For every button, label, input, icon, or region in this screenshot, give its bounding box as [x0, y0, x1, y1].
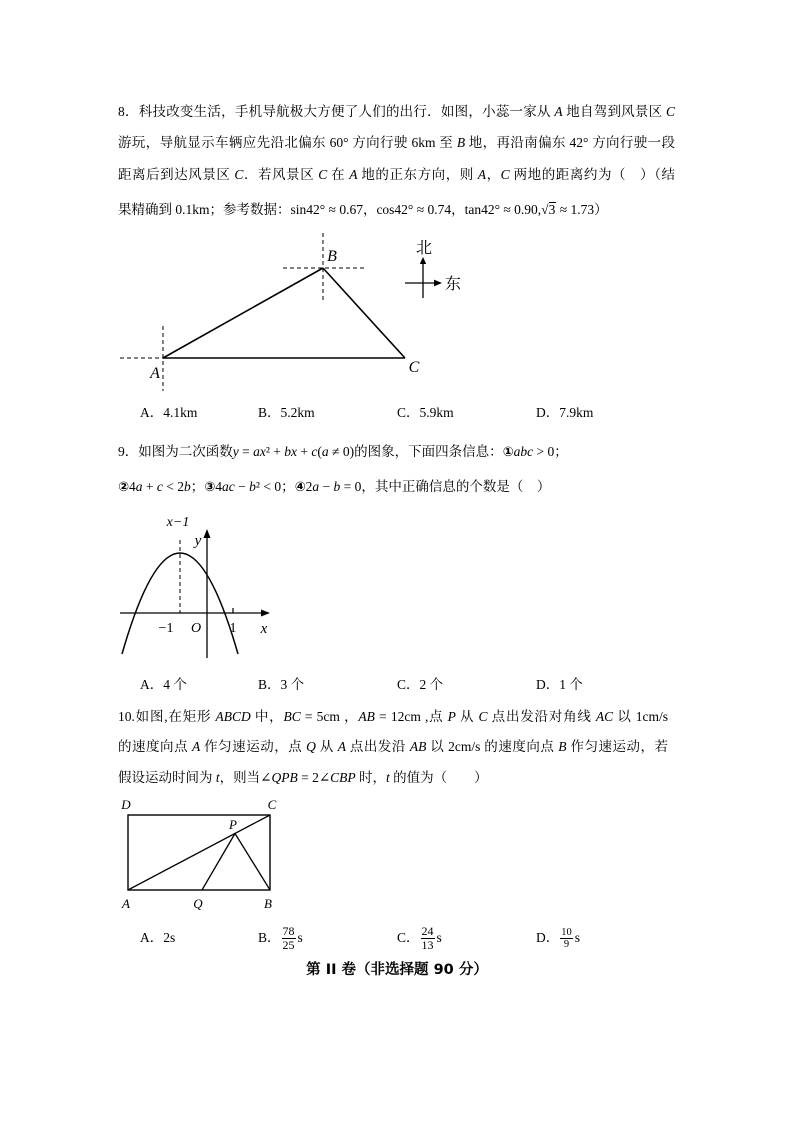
text-run: 游玩，导航显示车辆应先沿北偏东 60° 方向行驶 6km 至: [118, 135, 457, 150]
text-run: ≠ 0): [328, 444, 355, 459]
text-run: 4: [129, 479, 136, 494]
question-10-option-a: [140, 920, 175, 956]
math-variable: C: [500, 167, 510, 182]
text-run: 两地的距离约为（ ）（结: [509, 167, 676, 182]
question-8-figure: [110, 225, 480, 405]
math-variable: Q: [306, 739, 316, 754]
math-variable: a: [135, 479, 143, 494]
fraction: [560, 927, 573, 950]
option-unit: s: [436, 930, 442, 945]
question-8-line-1: [118, 102, 675, 122]
north-arrowhead-icon: [420, 257, 426, 264]
text-run: 以 2cm/s 的速度向点: [426, 739, 559, 754]
fraction-denominator: 9: [563, 938, 570, 950]
option-label: D．: [536, 677, 560, 692]
text-run: ．若风景区: [243, 167, 319, 182]
diagonal-ac: [128, 815, 270, 890]
fraction-denominator: 13: [421, 937, 434, 952]
option-label: D．: [536, 405, 560, 420]
question-8-line-3: [118, 165, 675, 185]
compass-east-label: 东: [445, 276, 462, 293]
text-run: 地自驾到风景区: [562, 104, 666, 119]
text-run: 地，再沿南偏东 42° 方向行驶一段: [465, 135, 675, 150]
math-variable: ax: [253, 444, 266, 459]
segment-pb: [235, 834, 270, 891]
text-run: +: [297, 444, 312, 459]
question-8-option-d: [536, 403, 593, 423]
math-variable: ac: [222, 479, 235, 494]
tick-label-neg-one: −1: [158, 621, 174, 636]
question-10-option-d: [536, 920, 580, 956]
option-label: B．: [258, 405, 281, 420]
text-run: 点出发沿对角线: [487, 709, 596, 724]
option-unit: s: [574, 930, 581, 945]
option-text: 1 个: [559, 677, 583, 692]
text-run: 地的正东方向，则: [357, 167, 478, 182]
question-9-figure: [110, 505, 280, 665]
question-9-line-1: [118, 442, 568, 462]
text-run: 在: [327, 167, 350, 182]
math-variable: c: [156, 479, 163, 494]
text-run: 2: [305, 479, 313, 494]
triangle-side-bc: [323, 268, 405, 358]
compass-north-label: 北: [415, 240, 433, 257]
question-10-option-c: [397, 920, 442, 956]
question-10-line-3: [118, 768, 488, 788]
point-label-q: Q: [193, 896, 203, 911]
text-run: 的值为（ ）: [389, 770, 488, 785]
question-10-figure: [115, 795, 285, 915]
text-run: 作匀速运动，点: [200, 739, 307, 754]
question-8-line-4: [118, 200, 608, 220]
fraction-numerator: 10: [561, 926, 572, 938]
fraction: [282, 925, 296, 952]
option-label: A．: [140, 405, 164, 420]
text-run: √: [541, 202, 549, 217]
math-variable: C: [478, 709, 488, 724]
origin-label: O: [190, 621, 202, 636]
tick-label-one: 1: [229, 621, 237, 636]
circled-number: ④: [294, 480, 306, 495]
text-run: −: [319, 479, 334, 494]
circled-number: ①: [502, 445, 514, 460]
point-label-a: A: [122, 896, 130, 911]
text-run: ² < 0；: [255, 479, 295, 494]
question-9-option-c: [397, 675, 443, 695]
y-axis-label: y: [194, 533, 202, 549]
math-variable: QPB: [271, 770, 298, 785]
option-unit: s: [297, 930, 303, 945]
question-8-line-2: [118, 133, 675, 153]
option-label: C．: [397, 930, 420, 945]
point-label-d: D: [121, 797, 131, 812]
math-variable: CBP: [330, 770, 356, 785]
text-run: 作匀速运动，若: [566, 739, 669, 754]
text-run: 中，: [250, 709, 284, 724]
math-variable: A: [192, 739, 201, 754]
text-run: = 2∠: [297, 770, 331, 785]
point-label-b: B: [264, 896, 272, 911]
x-axis-arrowhead-icon: [261, 610, 270, 617]
option-text: 2 个: [419, 677, 444, 692]
math-variable: b: [249, 479, 256, 494]
math-variable: b: [333, 479, 341, 494]
math-variable: A: [554, 104, 563, 119]
text-run: −: [234, 479, 250, 494]
question-9-option-b: [258, 675, 304, 695]
text-run: =: [238, 444, 254, 459]
math-variable: AB: [409, 739, 427, 754]
question-10-line-2: [118, 737, 668, 757]
text-run: 点出发沿: [345, 739, 410, 754]
math-variable: abc: [513, 444, 534, 459]
x-axis-label: x: [260, 621, 268, 637]
question-10-line-1: [118, 707, 668, 727]
question-8-option-c: [397, 403, 454, 423]
option-text: 4 个: [163, 677, 187, 692]
option-label: D．: [536, 930, 560, 945]
math-variable: C: [318, 167, 328, 182]
text-run: 以 1cm/s: [613, 709, 669, 724]
point-label-p: P: [229, 817, 237, 832]
math-variable: ABCD: [215, 709, 251, 724]
text-run: +: [142, 479, 157, 494]
text-run: ≈ 1.73）: [556, 202, 608, 217]
text-run: = 5cm ，: [300, 709, 359, 724]
option-text: 2s: [163, 930, 176, 945]
text-run: 10.如图,在矩形: [118, 709, 216, 724]
question-9-line-2: [118, 477, 550, 497]
question-9-option-d: [536, 675, 583, 695]
option-label: C．: [397, 677, 420, 692]
text-run: > 0；: [533, 444, 568, 459]
math-variable: bx: [284, 444, 298, 459]
math-variable: B: [456, 135, 466, 150]
triangle-side-ab: [163, 268, 323, 358]
text-run: 距离后到达风景区: [118, 167, 235, 182]
math-variable: AB: [358, 709, 375, 724]
math-variable: A: [337, 739, 346, 754]
fraction-numerator: 78: [282, 923, 295, 938]
symmetry-axis-label: x−1: [166, 515, 190, 530]
math-variable: BC: [283, 709, 301, 724]
math-variable: C: [234, 167, 244, 182]
circled-number: ②: [118, 480, 130, 495]
text-run: 从: [455, 709, 479, 724]
question-10-option-b: [258, 920, 303, 956]
option-text: 5.2km: [280, 405, 315, 420]
fraction-numerator: 24: [421, 923, 434, 938]
text-run: 9．如图为二次函数: [118, 444, 233, 459]
math-variable: a: [321, 444, 329, 459]
math-variable: B: [558, 739, 567, 754]
text-run: 从: [315, 739, 338, 754]
section-heading: 第 II 卷（非选择题 90 分）: [306, 962, 488, 978]
math-variable: a: [312, 479, 320, 494]
question-8-option-a: [140, 403, 197, 423]
text-run: = 12cm ,点: [374, 709, 448, 724]
point-label-c: C: [267, 797, 277, 812]
math-variable: C: [666, 104, 676, 119]
math-variable: y: [232, 444, 239, 459]
text-run: 的速度向点: [118, 739, 192, 754]
math-variable: A: [349, 167, 358, 182]
math-variable: P: [447, 709, 456, 724]
radicand: 3: [548, 202, 556, 217]
question-9-option-a: [140, 675, 187, 695]
fraction-denominator: 25: [282, 937, 295, 952]
math-variable: A: [477, 167, 487, 182]
text-run: ；: [190, 479, 205, 494]
text-run: ，则当∠: [219, 770, 272, 785]
fraction: [421, 925, 435, 952]
point-label-b: B: [327, 248, 337, 265]
math-variable: t: [386, 770, 390, 785]
math-variable: t: [215, 770, 220, 785]
question-8-option-b: [258, 403, 315, 423]
text-run: ² +: [265, 444, 285, 459]
text-run: = 0，其中正确信息的个数是（ ）: [340, 479, 551, 494]
circled-number: ③: [204, 480, 216, 495]
math-variable: b: [184, 479, 191, 494]
y-axis-arrowhead-icon: [204, 529, 211, 538]
text-run: 时，: [355, 770, 387, 785]
option-label: B．: [258, 930, 281, 945]
text-run: (: [317, 444, 322, 459]
text-run: 果精确到 0.1km；参考数据：sin42° ≈ 0.67，cos42° ≈ 0.74，tan42° ≈ 0.90,: [118, 202, 542, 217]
option-text: 4.1km: [163, 405, 198, 420]
text-run: 假设运动时间为: [118, 770, 216, 785]
math-variable: AC: [595, 709, 614, 724]
option-text: 7.9km: [559, 405, 594, 420]
option-text: 3 个: [280, 677, 305, 692]
compass: [405, 239, 461, 298]
east-arrowhead-icon: [434, 280, 442, 287]
option-label: C．: [397, 405, 420, 420]
option-label: A．: [140, 677, 164, 692]
text-run: ，: [486, 167, 501, 182]
text-run: < 2: [162, 479, 185, 494]
text-run: 8．科技改变生活，手机导航极大方便了人们的出行．如图，小蕊一家从: [118, 104, 555, 119]
option-text: 5.9km: [419, 405, 454, 420]
text-run: 的图象，下面四条信息：: [354, 444, 503, 459]
option-label: B．: [258, 677, 281, 692]
math-variable: c: [311, 444, 318, 459]
text-run: 4: [215, 479, 223, 494]
point-label-a: A: [150, 365, 160, 382]
point-label-c: C: [408, 359, 420, 376]
option-label: A．: [140, 930, 164, 945]
